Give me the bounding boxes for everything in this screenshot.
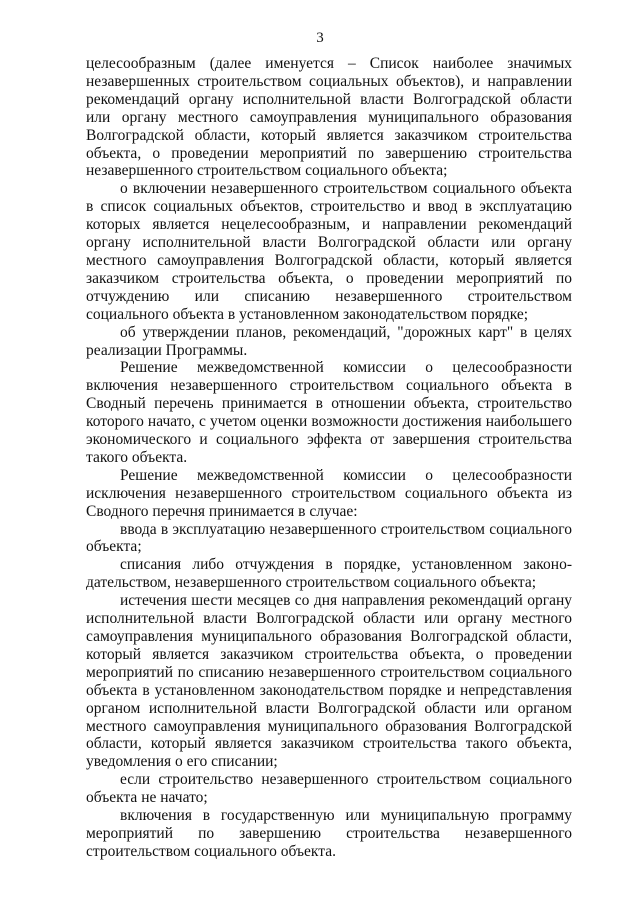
- paragraph-case-program-inclusion: включения в государственную или муниципальную программу мероприятий по завершению строительства незавершенного строительством социального объекта.: [86, 807, 572, 860]
- paragraph-inclusion-list: о включении незавершенного строительством социального объекта в список социальных объектов, строительство и ввод в эксплуатацию которых является нецелесообразным, и направлении рекомендаций органу исполнительной власти Волгоградской области или органу местного самоуправления Волгоградской области, который является заказчиком строительства объекта, о проведении мероприятий по отчуждению или списанию незавершенного строительством социального объекта в установленном законодательством порядке;: [86, 180, 572, 323]
- paragraph-case-six-months: истечения шести месяцев со дня направления рекомендаций органу исполнительной власти Волгоградской области или органу местного самоуправления муниципального образования Волгоградской области, который является заказчиком строительства объекта, о проведении мероприятий по списанию незавершенного строительством социального объекта в установленном законодательством порядке и непредставления органом исполнительной власти Волгоградской области или органом местного самоуправления муниципального образования Волгоградской области, который является заказчиком строительства такого объекта, уведомления о его списании;: [86, 592, 572, 771]
- paragraph-case-commissioning: ввода в эксплуатацию незавершенного строительством социального объекта;: [86, 520, 572, 556]
- paragraph-exclusion-decision: Решение межведомственной комиссии о целесообразности исключения незавершенного строительством социального объекта из Сводного перечня принимается в случае:: [86, 466, 572, 520]
- page-number: 3: [316, 30, 324, 46]
- paragraph-case-write-off: списания либо отчуждения в порядке, установленном законодательством, незавершенного строительством социального объекта;: [86, 556, 572, 592]
- document-body: [86, 55, 572, 861]
- paragraph-approval-plans: об утверждении планов, рекомендаций, "дорожных карт" в целях реализации Программы.: [86, 323, 572, 359]
- paragraph-inclusion-decision: Решение межведомственной комиссии о целесообразности включения незавершенного строительством социального объекта в Сводный перечень принимается в отношении объекта, строительство которого начато, с учетом оценки возможности достижения наибольшего экономического и социального эффекта от завершения строительства такого объекта.: [86, 359, 572, 466]
- paragraph-case-not-started: если строительство незавершенного строительством социального объекта не начато;: [86, 771, 572, 807]
- paragraph-continuation: целесообразным (далее именуется – Список наиболее значимых незавершенных строительством социальных объектов), и направлении рекомендаций органу исполнительной власти Волгоградской области или органу местного самоуправления муниципального образования Волгоградской области, который является заказчиком строительства объекта, о проведении мероприятий по завершению строительства незавершенного строительством социального объекта;: [86, 55, 572, 180]
